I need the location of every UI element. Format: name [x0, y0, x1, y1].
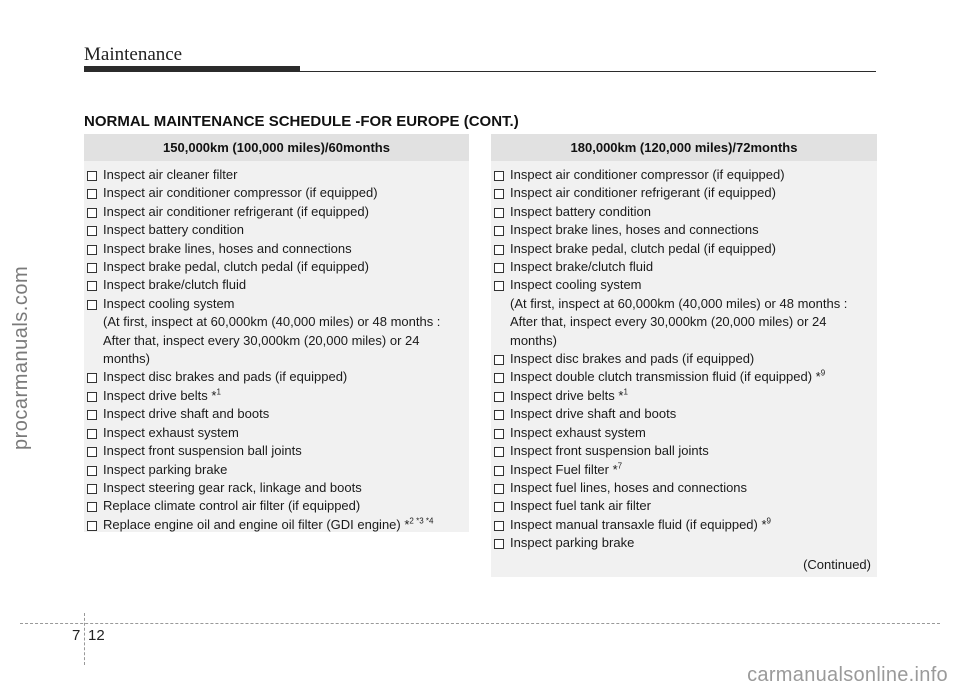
- item-text: Inspect fuel tank air filter: [510, 498, 651, 514]
- checkbox-icon: [494, 189, 504, 199]
- checklist-item: [493, 221, 877, 239]
- checkbox-icon: [87, 429, 97, 439]
- checkbox-icon: [494, 245, 504, 255]
- item-text: Inspect air cleaner filter: [103, 167, 238, 182]
- checkbox-icon: [87, 484, 97, 494]
- footnote-ref: 1: [623, 387, 628, 397]
- item-text: Inspect battery condition: [103, 222, 244, 238]
- checklist-item: [493, 166, 877, 184]
- checklist-item: [493, 405, 877, 423]
- checklist-item: [86, 516, 469, 534]
- item-text: Inspect cooling system: [510, 277, 642, 293]
- checklist-item: [86, 424, 469, 442]
- checkbox-icon: [87, 410, 97, 420]
- item-text: Inspect steering gear rack, linkage and boots: [103, 479, 362, 495]
- checkbox-icon: [87, 300, 97, 310]
- checkbox-icon: [494, 355, 504, 365]
- item-note-line: (At first, inspect at 60,000km (40,000 miles) or 48 months :: [510, 295, 848, 311]
- item-text: Inspect air conditioner compressor (if equipped): [103, 185, 378, 201]
- item-text: Inspect disc brakes and pads (if equipped): [103, 369, 348, 385]
- item-text: Inspect drive shaft and boots: [510, 406, 677, 422]
- checkbox-icon: [494, 281, 504, 291]
- checkbox-icon: [494, 466, 504, 476]
- checkbox-icon: [87, 392, 97, 402]
- watermark-vertical: procarmanuals.com: [10, 265, 32, 450]
- checkbox-icon: [87, 171, 97, 181]
- checklist-item: [493, 203, 877, 221]
- checkbox-icon: [87, 521, 97, 531]
- item-text: Inspect brake lines, hoses and connections: [510, 222, 759, 238]
- checkbox-icon: [87, 263, 97, 273]
- checklist-item: [86, 461, 469, 479]
- item-text: Inspect cooling system: [103, 295, 235, 311]
- page-header-title: Maintenance: [84, 44, 183, 65]
- schedule-column-180k: [491, 134, 877, 577]
- item-text: Replace climate control air filter (if equipped): [103, 498, 361, 514]
- item-text: Replace engine oil and engine oil filter (GDI engine) *: [103, 516, 410, 532]
- watermark-bottom: carmanualsonline.info: [747, 664, 948, 686]
- checkbox-icon: [87, 245, 97, 255]
- item-text: Inspect air conditioner compressor (if equipped): [510, 167, 785, 182]
- section-title: NORMAL MAINTENANCE SCHEDULE -FOR EUROPE (CONT.): [84, 113, 519, 130]
- checkbox-icon: [494, 226, 504, 236]
- checkbox-icon: [494, 392, 504, 402]
- item-note-line: months): [103, 351, 150, 367]
- checklist-item: [86, 387, 469, 405]
- checklist-item: [86, 166, 469, 184]
- checklist: [491, 161, 877, 553]
- footnote-ref: 9: [766, 516, 771, 526]
- footer-divider: [84, 613, 85, 665]
- checklist-item: [493, 368, 877, 386]
- item-text: Inspect brake/clutch fluid: [510, 259, 654, 275]
- checkbox-icon: [494, 484, 504, 494]
- item-text: Inspect brake pedal, clutch pedal (if equipped): [103, 259, 369, 275]
- checklist-item: [493, 442, 877, 460]
- checklist-item: [86, 295, 469, 369]
- checklist-item: [86, 258, 469, 276]
- checklist-item: [493, 479, 877, 497]
- checklist-item: [86, 405, 469, 423]
- item-text: Inspect front suspension ball joints: [103, 443, 302, 459]
- schedule-column-150k: [84, 134, 469, 532]
- item-note-line: (At first, inspect at 60,000km (40,000 miles) or 48 months :: [103, 314, 441, 330]
- checkbox-icon: [494, 171, 504, 181]
- checkbox-icon: [87, 447, 97, 457]
- item-text: Inspect parking brake: [103, 461, 228, 477]
- page-number: 12: [88, 627, 105, 644]
- item-text: Inspect front suspension ball joints: [510, 443, 709, 459]
- item-text: Inspect brake pedal, clutch pedal (if equipped): [510, 240, 776, 256]
- checklist-item: [86, 203, 469, 221]
- checklist-item: [86, 442, 469, 460]
- checklist-item: [86, 497, 469, 515]
- checklist-item: [493, 387, 877, 405]
- checkbox-icon: [87, 466, 97, 476]
- checkbox-icon: [494, 502, 504, 512]
- item-note-line: months): [510, 332, 557, 348]
- column-heading: 180,000km (120,000 miles)/72months: [491, 134, 877, 161]
- checklist-item: [493, 497, 877, 515]
- checklist-item: [493, 461, 877, 479]
- checkbox-icon: [494, 521, 504, 531]
- checklist-item: [86, 240, 469, 258]
- header-bar-thick: [84, 66, 300, 72]
- checklist-item: [493, 184, 877, 202]
- item-text: Inspect manual transaxle fluid (if equipped) *: [510, 516, 767, 532]
- checklist-item: [86, 368, 469, 386]
- checkbox-icon: [494, 410, 504, 420]
- checkbox-icon: [87, 189, 97, 199]
- item-text: Inspect drive shaft and boots: [103, 406, 270, 422]
- item-text: Inspect fuel lines, hoses and connections: [510, 479, 748, 495]
- footnote-ref: 9: [820, 369, 826, 379]
- checkbox-icon: [494, 208, 504, 218]
- checklist-item: [86, 479, 469, 497]
- item-text: Inspect battery condition: [510, 203, 651, 219]
- checkbox-icon: [494, 429, 504, 439]
- item-text: Inspect Fuel filter *: [510, 461, 618, 477]
- checklist: [84, 161, 469, 534]
- checkbox-icon: [87, 281, 97, 291]
- item-text: Inspect air conditioner refrigerant (if equipped): [103, 203, 369, 219]
- checklist-item: [493, 516, 877, 534]
- checkbox-icon: [87, 373, 97, 383]
- checklist-item: [493, 258, 877, 276]
- checklist-item: [86, 184, 469, 202]
- chapter-number: 7: [72, 627, 81, 644]
- footnote-ref: 2 *3 *4: [409, 516, 434, 526]
- footnote-ref: 7: [617, 461, 623, 471]
- item-text: Inspect exhaust system: [510, 424, 646, 440]
- checklist-item: [493, 534, 877, 552]
- item-text: Inspect drive belts *: [510, 387, 624, 403]
- item-note-line: After that, inspect every 30,000km (20,000 miles) or 24: [103, 332, 420, 348]
- checkbox-icon: [494, 539, 504, 549]
- footnote-ref: 1: [216, 387, 221, 397]
- checklist-item: [86, 276, 469, 294]
- checklist-item: [493, 424, 877, 442]
- footer-rule: [20, 623, 940, 624]
- checkbox-icon: [494, 447, 504, 457]
- checkbox-icon: [87, 226, 97, 236]
- item-text: Inspect disc brakes and pads (if equipped): [510, 351, 755, 367]
- checkbox-icon: [87, 208, 97, 218]
- checkbox-icon: [494, 373, 504, 383]
- item-text: Inspect brake/clutch fluid: [103, 277, 247, 293]
- item-text: Inspect double clutch transmission fluid (if equipped) *: [510, 369, 821, 385]
- item-text: Inspect parking brake: [510, 535, 635, 551]
- continued-note: (Continued): [803, 557, 871, 572]
- checkbox-icon: [494, 263, 504, 273]
- checkbox-icon: [87, 502, 97, 512]
- item-text: Inspect air conditioner refrigerant (if equipped): [510, 185, 776, 201]
- item-note-line: After that, inspect every 30,000km (20,000 miles) or 24: [510, 314, 827, 330]
- checklist-item: [493, 350, 877, 368]
- checklist-item: [493, 240, 877, 258]
- item-text: Inspect brake lines, hoses and connections: [103, 240, 352, 256]
- item-text: Inspect drive belts *: [103, 387, 217, 403]
- checklist-item: [86, 221, 469, 239]
- item-text: Inspect exhaust system: [103, 424, 239, 440]
- header-rule: [300, 71, 876, 72]
- column-heading: 150,000km (100,000 miles)/60months: [84, 134, 469, 161]
- checklist-item: [493, 276, 877, 350]
